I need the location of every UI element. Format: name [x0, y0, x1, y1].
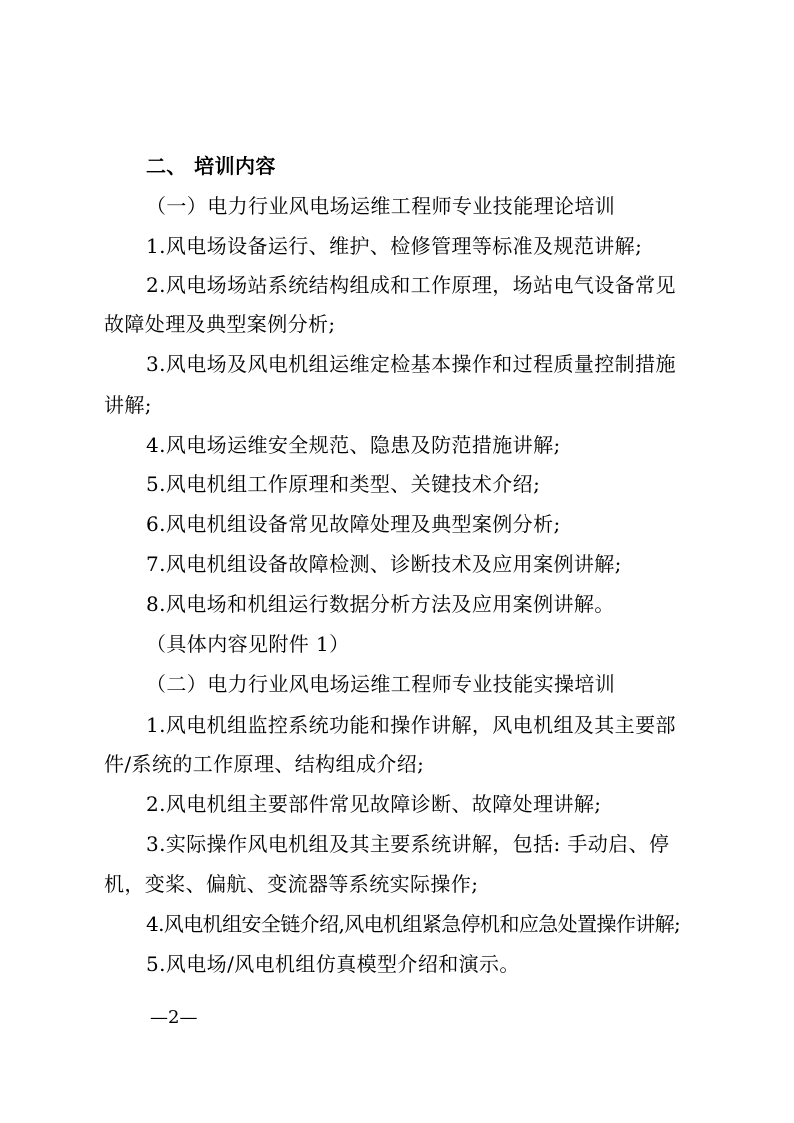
part2-item-1-cont: 件/系统的工作原理、结构组成介绍; [104, 752, 425, 776]
part1-item-6: 6.风电机组设备常见故障处理及典型案例分析; [146, 512, 561, 536]
part1-item-2: 2.风电场场站系统结构组成和工作原理，场站电气设备常见 [146, 273, 676, 297]
part1-item-7: 7.风电机组设备故障检测、诊断技术及应用案例讲解; [146, 552, 622, 576]
part1-item-5: 5.风电机组工作原理和类型、关键技术介绍; [146, 472, 541, 496]
part1-item-8: 8.风电场和机组运行数据分析方法及应用案例讲解。 [146, 592, 615, 616]
part1-item-3-cont: 讲解; [104, 393, 152, 417]
part1-note: （具体内容见附件 1） [146, 632, 350, 656]
part2-item-5: 5.风电场/风电机组仿真模型介绍和演示。 [146, 952, 520, 976]
part2-item-1: 1.风电机组监控系统功能和操作讲解，风电机组及其主要部 [146, 713, 676, 737]
part1-item-1: 1.风电场设备运行、维护、检修管理等标准及规范讲解; [146, 234, 643, 258]
part2-heading: （二）电力行业风电场运维工程师专业技能实操培训 [146, 672, 616, 696]
page-number: —2— [150, 1007, 198, 1028]
part1-item-2-cont: 故障处理及典型案例分析; [104, 312, 336, 336]
part2-item-4: 4.风电机组安全链介绍,风电机组紧急停机和应急处置操作讲解; [146, 912, 681, 936]
part1-heading: （一）电力行业风电场运维工程师专业技能理论培训 [146, 194, 616, 218]
part2-item-3-cont: 机，变桨、偏航、变流器等系统实际操作; [104, 872, 479, 896]
part1-item-3: 3.风电场及风电机组运维定检基本操作和过程质量控制措施 [146, 352, 676, 376]
part2-item-3: 3.实际操作风电机组及其主要系统讲解，包括: 手动启、停 [146, 832, 670, 856]
part1-item-4: 4.风电场运维安全规范、隐患及防范措施讲解; [146, 433, 561, 457]
part2-item-2: 2.风电机组主要部件常见故障诊断、故障处理讲解; [146, 792, 602, 816]
section-title: 二、 培训内容 [146, 154, 276, 178]
